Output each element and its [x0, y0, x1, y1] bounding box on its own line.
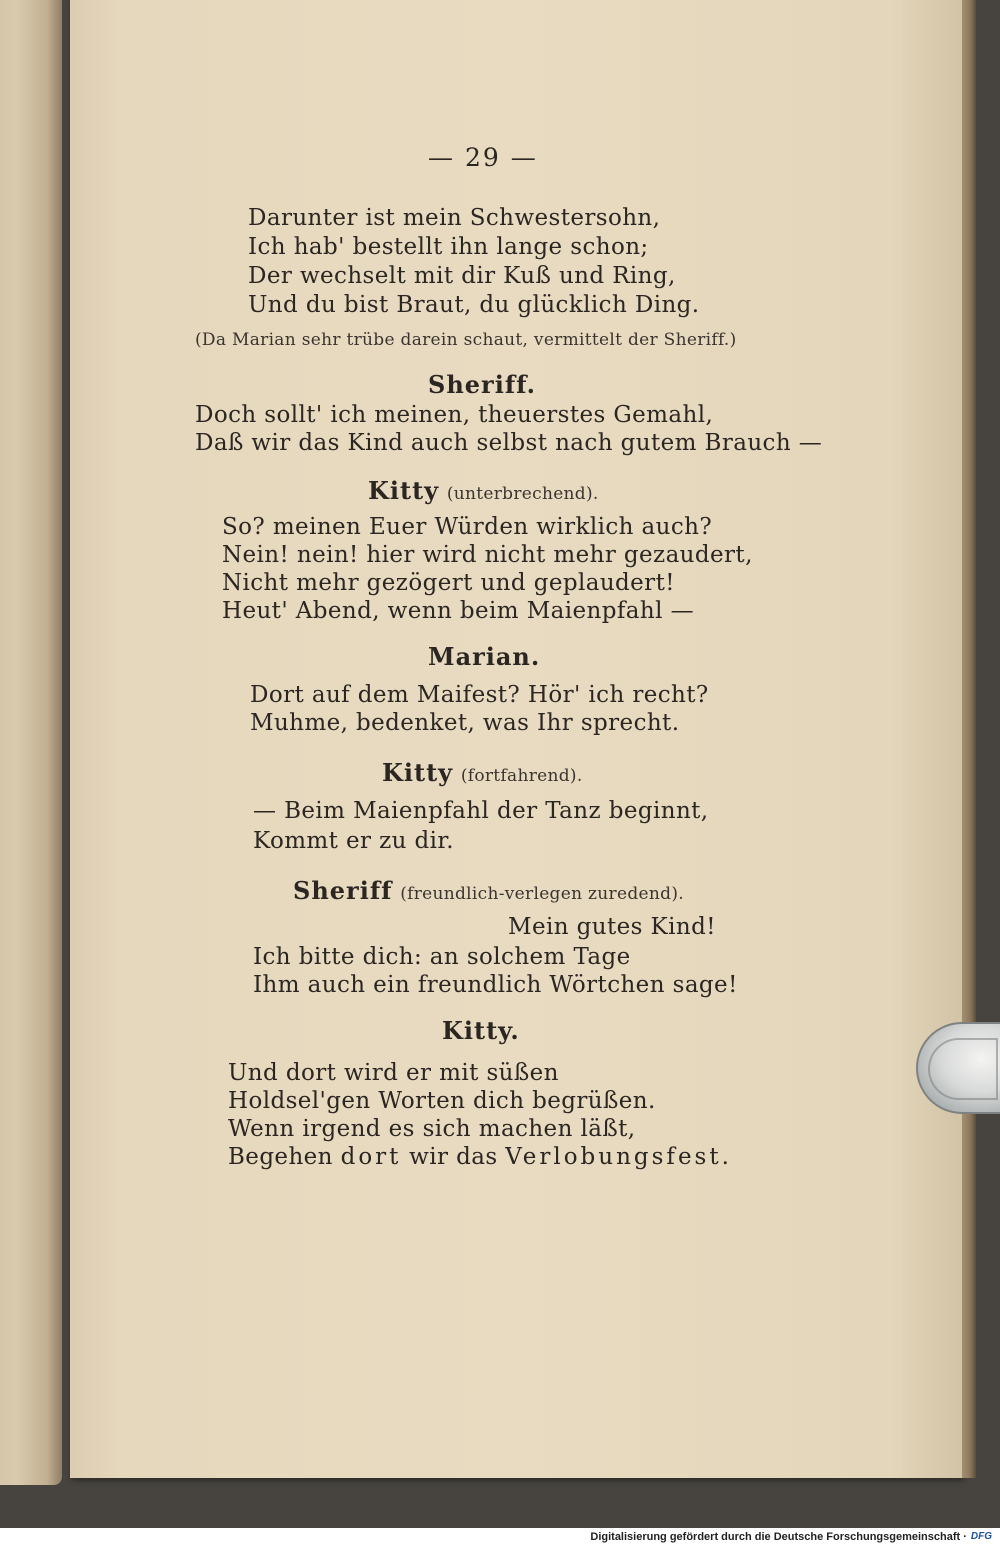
footer-bar	[0, 1528, 1000, 1545]
verse-line: Heut' Abend, wenn beim Maienpfahl —	[222, 598, 694, 624]
page-edge-right	[962, 0, 976, 1478]
speaker-heading	[293, 876, 684, 909]
speaker-name: Sheriff.	[428, 370, 536, 399]
speaker-direction: (unterbrechend).	[446, 484, 599, 504]
verse-segment: wir das	[409, 1144, 498, 1170]
verse-line: Nein! nein! hier wird nicht mehr gezaudert,	[222, 542, 753, 568]
left-page-edge	[0, 0, 62, 1485]
verse-line: Ihm auch ein freundlich Wörtchen sage!	[253, 972, 738, 998]
verse-line: Und du bist Braut, du glücklich Ding.	[248, 292, 700, 318]
verse-line: Daß wir das Kind auch selbst nach gutem Brauch —	[195, 430, 823, 456]
verse-line: Ich bitte dich: an solchem Tage	[253, 944, 631, 970]
verse-segment: Begehen	[228, 1144, 333, 1170]
verse-segment-spaced: dort	[340, 1144, 402, 1170]
speaker-heading	[382, 758, 583, 791]
funding-credit: Digitalisierung gefördert durch die Deutsche Forschungsgemeinschaft ·	[590, 1530, 967, 1543]
speaker-name: Sheriff	[293, 876, 393, 905]
verse-line: So? meinen Euer Würden wirklich auch?	[222, 514, 713, 540]
verse-line: Holdsel'gen Worten dich begrüßen.	[228, 1088, 656, 1114]
verse-line	[228, 1142, 732, 1172]
stage-direction: (Da Marian sehr trübe darein schaut, vermittelt der Sheriff.)	[195, 330, 737, 350]
dfg-logo-icon: DFG	[970, 1531, 992, 1542]
verse-line: Kommt er zu dir.	[253, 828, 455, 854]
verse-line: Wenn irgend es sich machen läßt,	[228, 1116, 636, 1142]
speaker-name: Marian.	[428, 642, 541, 671]
verse-segment-spaced: Verlobungsfest.	[505, 1144, 732, 1170]
verse-line: Dort auf dem Maifest? Hör' ich recht?	[250, 682, 709, 708]
verse-line: Doch sollt' ich meinen, theuerstes Gemahl,	[195, 402, 714, 428]
verse-line: Darunter ist mein Schwestersohn,	[248, 205, 661, 231]
page-number: — 29 —	[428, 143, 538, 172]
verse-line: Mein gutes Kind!	[508, 914, 716, 940]
page-clip-inner	[928, 1038, 998, 1100]
verse-line: Ich hab' bestellt ihn lange schon;	[248, 234, 649, 260]
speaker-name: Kitty	[382, 758, 454, 787]
verse-line: — Beim Maienpfahl der Tanz beginnt,	[253, 798, 709, 824]
speaker-heading	[368, 476, 599, 509]
speaker-name: Kitty.	[442, 1016, 520, 1045]
verse-line: Und dort wird er mit süßen	[228, 1060, 559, 1086]
verse-line: Muhme, bedenket, was Ihr sprecht.	[250, 710, 680, 736]
speaker-name: Kitty	[368, 476, 440, 505]
verse-line: Der wechselt mit dir Kuß und Ring,	[248, 263, 676, 289]
verse-line: Nicht mehr gezögert und geplaudert!	[222, 570, 675, 596]
page-clip	[916, 1022, 1000, 1114]
speaker-direction: (fortfahrend).	[460, 766, 583, 786]
speaker-direction: (freundlich-verlegen zuredend).	[400, 884, 684, 904]
